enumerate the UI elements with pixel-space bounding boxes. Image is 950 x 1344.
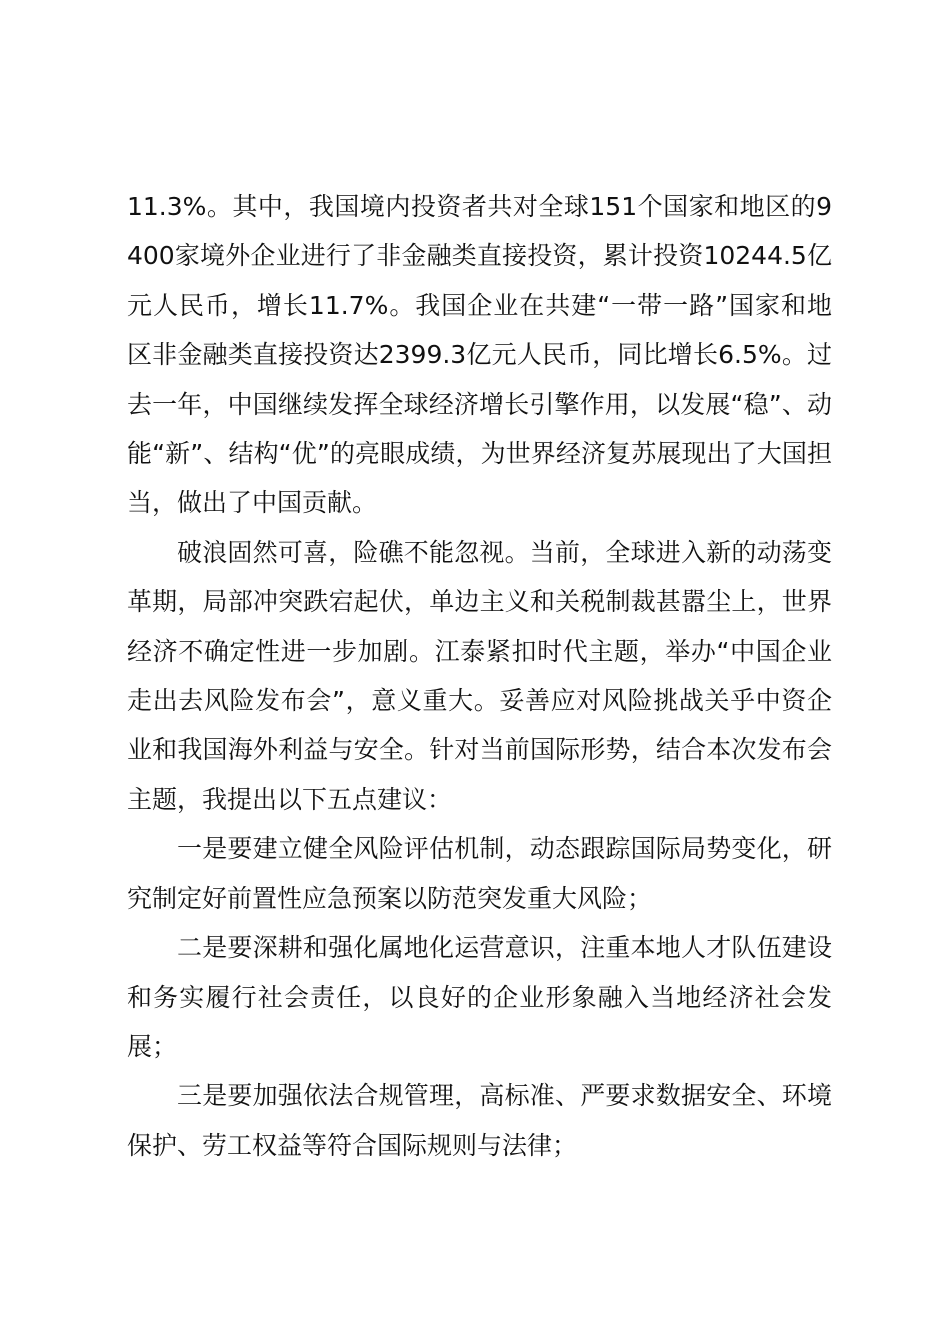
paragraph-suggestion-3: 三是要加强依法合规管理，高标准、严要求数据安全、环境保护、劳工权益等符合国际规则与法律； xyxy=(127,1081,832,1160)
paragraph-risk-context: 破浪固然可喜，险礁不能忽视。当前，全球进入新的动荡变革期，局部冲突跌宕起伏，单边主义和关税制裁甚嚣尘上，世界经济不确定性进一步加剧。江泰紧扣时代主题，举办“中国企业走出去风险发布会”，意义重大。妥善应对风险挑战关乎中资企业和我国海外利益与安全。针对当前国际形势，结合本次发布会主题，我提出以下五点建议： xyxy=(127,537,832,814)
document-body xyxy=(127,182,832,1170)
paragraph-suggestion-1: 一是要建立健全风险评估机制，动态跟踪国际局势变化，研究制定好前置性应急预案以防范突发重大风险； xyxy=(127,834,832,913)
paragraph-suggestion-2: 二是要深耕和强化属地化运营意识，注重本地人才队伍建设和务实履行社会责任，以良好的企业形象融入当地经济社会发展； xyxy=(127,933,832,1061)
paragraph-continuation: 11.3%。其中，我国境内投资者共对全球151个国家和地区的9400家境外企业进行了非金融类直接投资，累计投资10244.5亿元人民币，增长11.7%。我国企业在共建“一带一路”国家和地区非金融类直接投资达2399.3亿元人民币，同比增长6.5%。过去一年，中国继续发挥全球经济增长引擎作用，以发展“稳”、动能“新”、结构“优”的亮眼成绩，为世界经济复苏展现出了大国担当，做出了中国贡献。 xyxy=(127,192,832,518)
